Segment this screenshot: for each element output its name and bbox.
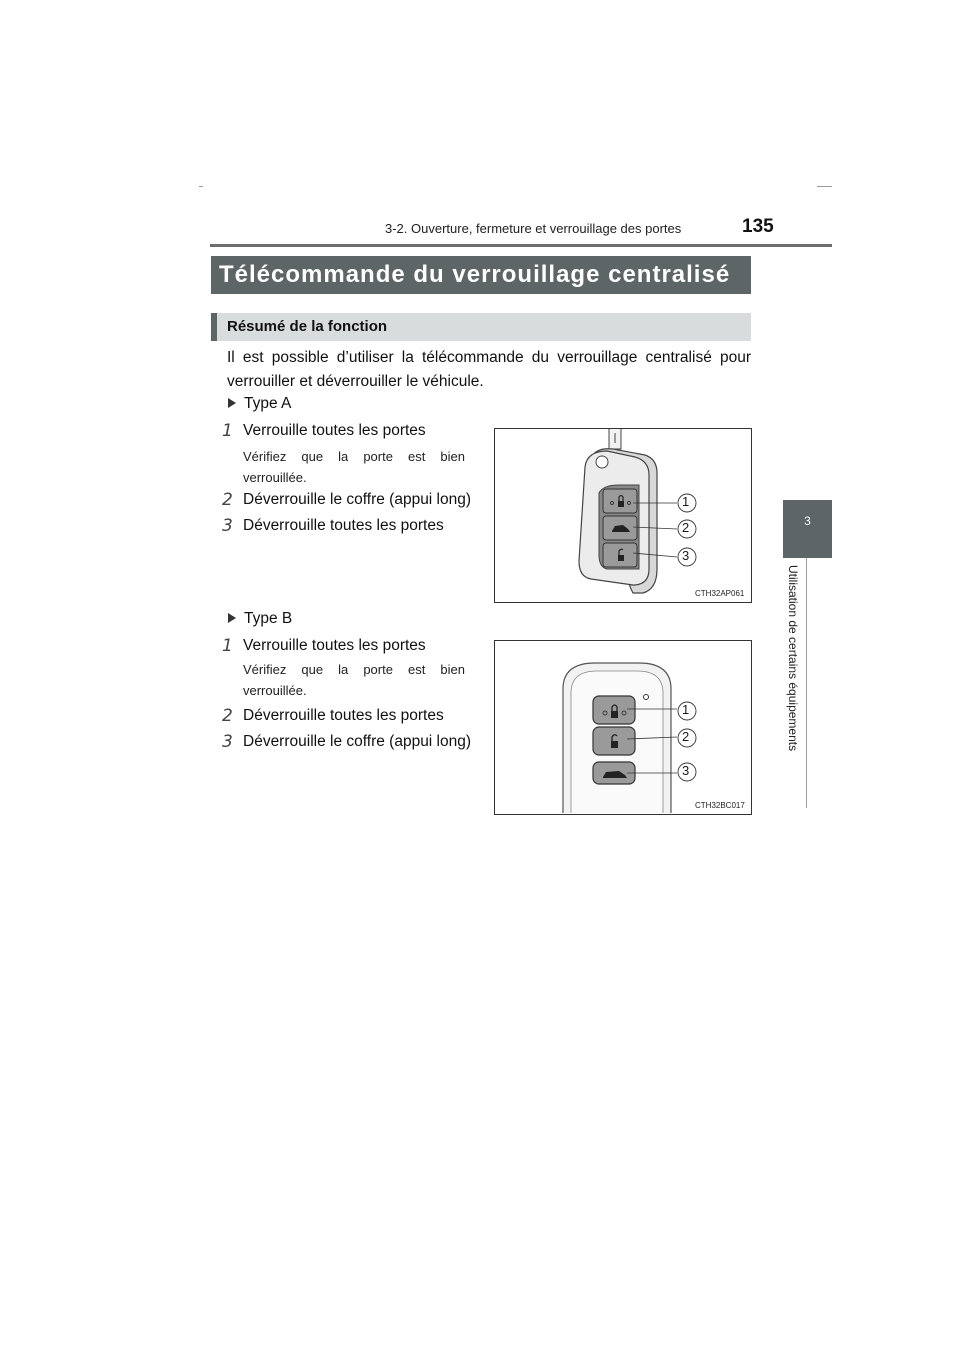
type-b-heading [228, 610, 292, 628]
type-a-item-1-text: Verrouille toutes les portes [243, 422, 426, 439]
type-b-callout-3: 3 [682, 763, 690, 778]
triangle-bullet-icon [228, 398, 236, 408]
type-b-item-3-text: Déverrouille le coffre (appui long) [243, 733, 472, 750]
type-a-note: Vérifiez que la porte est bien verrouillée. [243, 449, 465, 485]
page-number: 135 [742, 216, 774, 237]
triangle-bullet-icon [228, 613, 236, 623]
type-a-item-2-text: Déverrouille le coffre (appui long) [243, 491, 472, 508]
header-rule [210, 244, 832, 247]
section-subtitle: Résumé de la fonction [211, 313, 751, 341]
type-b-callout-1: 1 [682, 702, 690, 717]
type-b-callout-2: 2 [682, 729, 690, 744]
type-a-label: Type A [244, 395, 292, 412]
type-b-note: Vérifiez que la porte est bien verrouillée. [243, 662, 465, 698]
type-a-callout-3: 3 [682, 548, 690, 563]
type-b-item-2-text: Déverrouille toutes les portes [243, 707, 444, 724]
chapter-number: 3 [804, 514, 811, 528]
type-b-key-figure [494, 640, 752, 815]
smart-key-illustration [495, 641, 751, 814]
type-b-label: Type B [244, 610, 293, 627]
flip-key-illustration [495, 429, 751, 602]
chapter-tab [783, 500, 832, 558]
type-b-item-3-number: 3 [222, 732, 233, 752]
type-a-heading [228, 395, 291, 413]
type-b-figure-code: CTH32BC017 [695, 801, 745, 810]
intro-paragraph: Il est possible d’utiliser la télécommande du verrouillage centralisé pour verrouiller et déverrouiller le véhicule. [227, 349, 751, 390]
chapter-tab-line [806, 558, 807, 808]
crop-mark-right [817, 186, 832, 187]
type-b-item-1-number: 1 [222, 636, 233, 656]
type-a-key-figure [494, 428, 752, 603]
type-a-item-1-number: 1 [222, 421, 233, 441]
page-title: Télécommande du verrouillage centralisé [211, 256, 751, 294]
type-a-callout-2: 2 [682, 520, 690, 535]
type-a-item-3-text: Déverrouille toutes les portes [243, 517, 444, 534]
type-b-item-2-number: 2 [222, 706, 233, 726]
crop-mark-left [199, 186, 203, 187]
chapter-title: Utilisation de certains équipements [786, 565, 800, 752]
type-a-figure-code: CTH32AP061 [695, 589, 745, 598]
type-a-item-3-number: 3 [222, 516, 233, 536]
type-a-item-2-number: 2 [222, 490, 233, 510]
type-a-callout-1: 1 [682, 494, 690, 509]
header-section-title: 3-2. Ouverture, fermeture et verrouillage des portes [385, 221, 682, 236]
type-b-item-1-text: Verrouille toutes les portes [243, 637, 426, 654]
